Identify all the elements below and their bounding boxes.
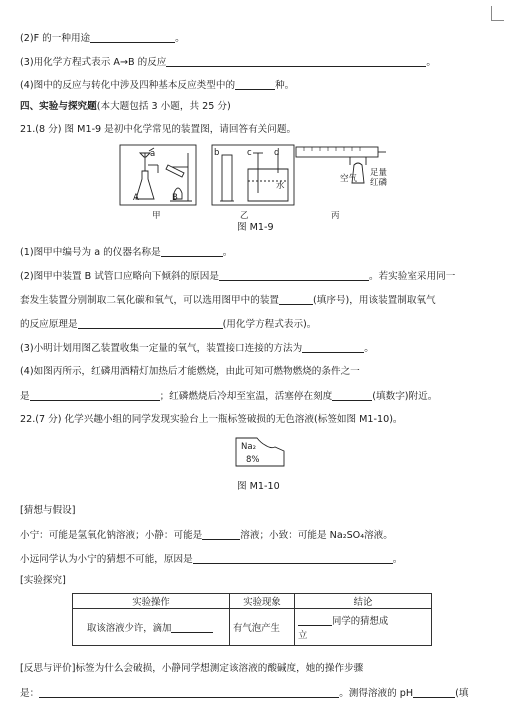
label-phosphorus-2: 红磷 — [370, 178, 388, 188]
answer-blank[interactable] — [90, 32, 175, 43]
q22-stem: 22.(7 分) 化学兴趣小组的同学发现实验台上一瓶标签破损的无色溶液(标签如图 M1-10)。 — [20, 414, 403, 425]
label-a: a — [150, 149, 156, 159]
table-header-conclusion: 结论 — [295, 594, 432, 609]
q21-p4a: (4)如图丙所示，红磷用酒精灯加热后才能燃烧，由此可知可燃物燃烧的条件之一 — [20, 366, 360, 377]
cell-operation: 取该溶液少许，滴加 — [73, 609, 230, 646]
answer-blank[interactable] — [78, 318, 223, 329]
answer-blank[interactable] — [161, 246, 223, 257]
figure-caption-m1-10: 图 M1-10 — [237, 481, 280, 492]
explore-heading: [实验探究] — [20, 575, 66, 586]
guess-heading: [猜想与假设] — [20, 505, 76, 516]
reflect-line: [反思与评价]标签为什么会破损，小静同学想测定该溶液的酸碱度，她的操作步骤 — [20, 663, 364, 674]
q20-part4: (4)图中的反应与转化中涉及四种基本反应类型中的 种。 — [20, 80, 295, 91]
q21-p1: (1)图甲中编号为 a 的仪器名称是 。 — [20, 247, 233, 258]
table-header-phenomenon: 实验现象 — [230, 594, 295, 609]
q20-part3: (3)用化学方程式表示 A→B 的反应 。 — [20, 57, 436, 68]
label-text-na2: Na₂ — [241, 442, 256, 452]
label-jia: 甲 — [152, 211, 161, 221]
q20-part2: (2)F 的一种用途 。 — [20, 33, 185, 44]
answer-blank[interactable] — [30, 390, 160, 401]
cell-phenomenon: 有气泡产生 — [230, 609, 295, 646]
label-d: d — [274, 148, 280, 158]
page-corner-mark — [491, 6, 504, 21]
answer-blank[interactable] — [166, 56, 426, 67]
table-row — [73, 609, 432, 646]
answer-blank[interactable] — [171, 622, 213, 633]
apparatus-yi-frame — [212, 145, 294, 205]
label-b: b — [214, 148, 220, 158]
q21-p3: (3)小明计划用图乙装置收集一定量的氧气，装置接口连接的方法为 。 — [20, 343, 374, 354]
section-heading: 四、实验与探究题(本大题包括 3 小题，共 25 分) — [20, 101, 231, 112]
refute-line: 小远同学认为小宁的猜想不可能，原因是 。 — [20, 554, 403, 565]
answer-blank[interactable] — [302, 342, 364, 353]
answer-blank[interactable] — [332, 390, 372, 401]
apparatus-jia-frame — [120, 145, 196, 205]
table-header-row — [73, 594, 432, 609]
label-bing: 丙 — [331, 211, 340, 221]
q21-p4b: 是 ；红磷燃烧后冷却至室温，活塞停在刻度 (填数字)附近。 — [20, 391, 438, 402]
q21-p2c: 的反应原理是 (用化学方程式表示)。 — [20, 319, 317, 330]
answer-blank[interactable] — [193, 553, 393, 564]
label-water: 水 — [276, 181, 285, 191]
answer-blank[interactable] — [413, 687, 455, 698]
guess-line: 小宁：可能是氢氧化钠溶液；小静：可能是 溶液；小致：可能是 Na₂SO₄溶液。 — [20, 530, 393, 541]
label-air: 空气 — [340, 174, 358, 184]
answer-blank[interactable] — [279, 294, 313, 305]
label-B: B — [172, 193, 178, 203]
label-c: c — [247, 148, 252, 158]
q21-p2a: (2)图甲中装置 B 试管口应略向下倾斜的原因是 。若实验室采用同一 — [20, 271, 456, 282]
answer-blank[interactable] — [298, 615, 332, 626]
q21-stem: 21.(8 分) 图 M1-9 是初中化学常见的装置图，请回答有关问题。 — [20, 124, 297, 135]
label-phosphorus-1: 足量 — [370, 168, 388, 178]
answer-blank[interactable] — [39, 687, 339, 698]
answer-blank[interactable] — [219, 270, 369, 281]
figure-caption-m1-9: 图 M1-9 — [237, 222, 274, 233]
experiment-table — [72, 593, 432, 646]
reflect-line-b: 是： 。测得溶液的 pH (填 — [20, 688, 469, 699]
label-A: A — [133, 193, 139, 203]
table-header-operation: 实验操作 — [73, 594, 230, 609]
cell-conclusion: 同学的猜想成 立 — [295, 609, 432, 646]
q21-p2b: 套发生装置分别制取二氧化碳和氧气，可以选用图甲中的装置 (填序号)，用该装置制取氧气 — [20, 295, 436, 306]
label-text-percent: 8% — [246, 455, 260, 465]
graduated-tube — [296, 147, 378, 157]
answer-blank[interactable] — [202, 529, 240, 540]
label-yi: 乙 — [240, 211, 249, 221]
answer-blank[interactable] — [235, 79, 275, 90]
